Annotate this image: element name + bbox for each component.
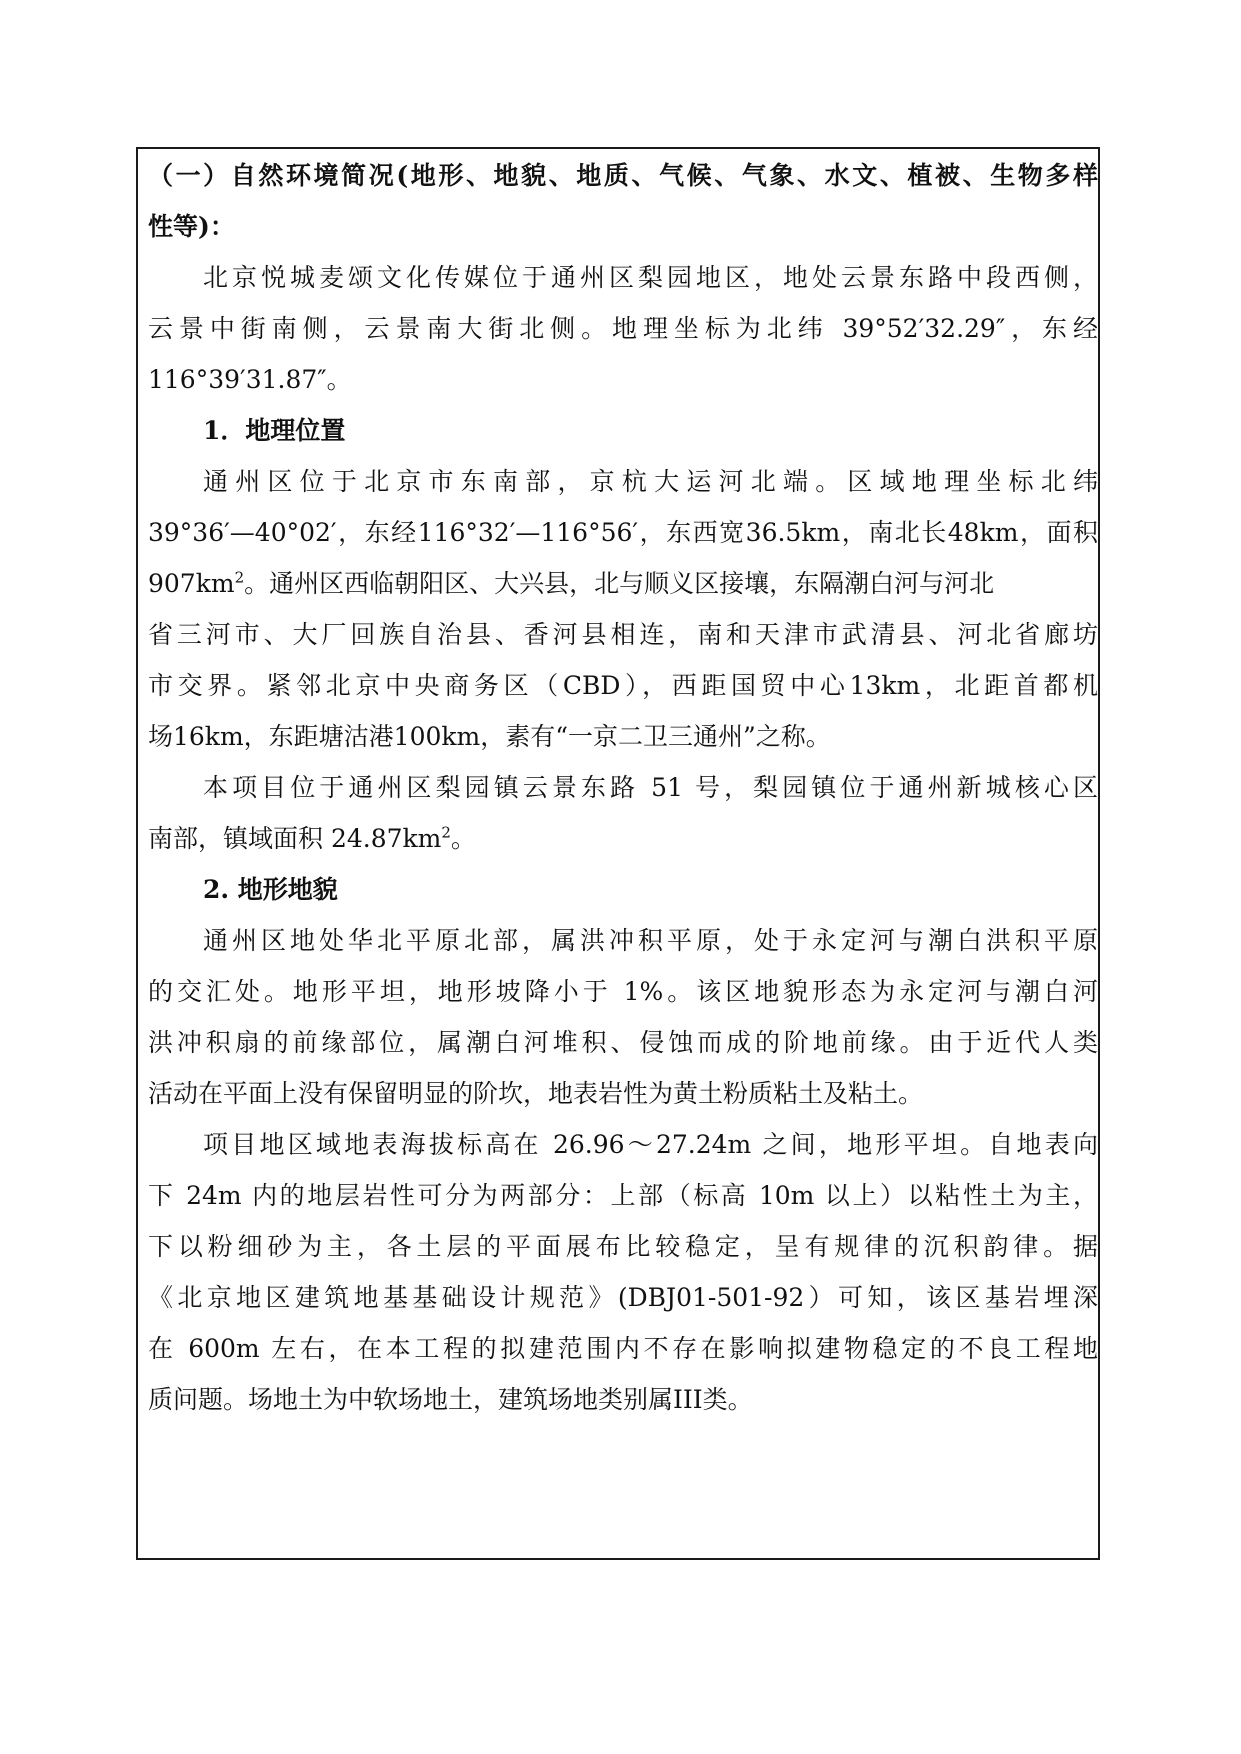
geo-location-p1-line-6: 场16km，东距塘沽港100km，素有“一京二卫三通州”之称。 bbox=[148, 722, 831, 751]
area-superscript: 2 bbox=[234, 568, 245, 587]
area-text: 。通州区西临朝阳区、大兴县，北与顺义区接壤，东隔潮白河与河北 bbox=[244, 569, 995, 598]
intro-line-3: 116°39′31.87″。 bbox=[148, 365, 352, 394]
section-heading-line-1: （一）自然环境简况(地形、地貌、地质、气候、气象、水文、植被、生物多样 bbox=[148, 161, 1098, 190]
terrain-p2-line-3: 下以粉细砂为主，各土层的平面展布比较稳定，呈有规律的沉积韵律。据 bbox=[148, 1232, 1098, 1261]
town-area-end: 。 bbox=[450, 824, 476, 853]
town-area-superscript: 2 bbox=[441, 823, 451, 842]
town-area-text: 南部，镇域面积 24.87km bbox=[148, 824, 442, 853]
geo-location-p2-line-2 bbox=[148, 813, 1098, 864]
terrain-p2-line-4: 《北京地区建筑地基基础设计规范》(DBJ01-501-92）可知，该区基岩埋深 bbox=[148, 1283, 1098, 1312]
intro-line-2: 云景中街南侧，云景南大街北侧。地理坐标为北纬 39°52′32.29″，东经 bbox=[148, 314, 1098, 343]
terrain-p1-line-4: 活动在平面上没有保留明显的阶坎，地表岩性为黄土粉质粘土及粘土。 bbox=[148, 1079, 924, 1108]
terrain-title: 2. 地形地貌 bbox=[203, 875, 338, 904]
geo-location-p1-line-5: 市交界。紧邻北京中央商务区（CBD），西距国贸中心13km，北距首都机 bbox=[148, 671, 1098, 700]
geo-location-p1-line-1: 通州区位于北京市东南部，京杭大运河北端。区域地理坐标北纬 bbox=[203, 467, 1098, 496]
terrain-p1-line-3: 洪冲积扇的前缘部位，属潮白河堆积、侵蚀而成的阶地前缘。由于近代人类 bbox=[148, 1028, 1098, 1057]
terrain-p1-line-2: 的交汇处。地形平坦，地形坡降小于 1%。该区地貌形态为永定河与潮白河 bbox=[148, 977, 1098, 1006]
terrain-p2-line-6: 质问题。场地土为中软场地土，建筑场地类别属III类。 bbox=[148, 1385, 753, 1414]
geo-location-p2-line-1: 本项目位于通州区梨园镇云景东路 51 号，梨园镇位于通州新城核心区 bbox=[203, 773, 1098, 802]
section-heading-line-2: 性等)： bbox=[148, 212, 235, 241]
terrain-p2-line-5: 在 600m 左右，在本工程的拟建范围内不存在影响拟建物稳定的不良工程地 bbox=[148, 1334, 1098, 1363]
terrain-p2-line-2: 下 24m 内的地层岩性可分为两部分：上部（标高 10m 以上）以粘性土为主， bbox=[148, 1181, 1098, 1210]
geo-location-p1-line-2: 39°36′—40°02′，东经116°32′—116°56′，东西宽36.5km，南北长48km，面积 bbox=[148, 518, 1098, 547]
geo-location-p1-line-3 bbox=[148, 558, 1098, 609]
document-body bbox=[148, 150, 1098, 1425]
geo-location-p1-line-4: 省三河市、大厂回族自治县、香河县相连，南和天津市武清县、河北省廊坊 bbox=[148, 620, 1098, 649]
intro-line-1: 北京悦城麦颂文化传媒位于通州区梨园地区，地处云景东路中段西侧， bbox=[203, 263, 1098, 292]
area-value: 907km bbox=[148, 569, 235, 598]
terrain-p1-line-1: 通州区地处华北平原北部，属洪冲积平原，处于永定河与潮白洪积平原 bbox=[203, 926, 1098, 955]
terrain-p2-line-1: 项目地区域地表海拔标高在 26.96～27.24m 之间，地形平坦。自地表向 bbox=[203, 1130, 1098, 1159]
geo-location-title: 1．地理位置 bbox=[203, 416, 346, 445]
